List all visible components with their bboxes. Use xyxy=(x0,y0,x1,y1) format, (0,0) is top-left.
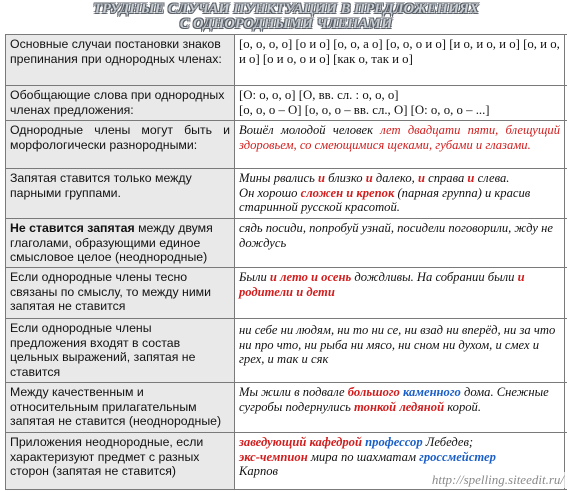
rule-cell: Если однородные члены предложения входят в состав цельных выражений, запятая не ставится xyxy=(5,319,235,382)
rule-cell: Основные случаи постановки знаков препинания при однородных членах: xyxy=(5,35,235,85)
highlight-text: профессор xyxy=(365,435,423,449)
example-text: Мины рвались xyxy=(239,171,318,185)
example-text: близко xyxy=(324,171,366,185)
highlight-text: и лето и осень xyxy=(269,270,352,284)
rule-bold-text: Не ставится запятая xyxy=(10,221,135,235)
example-text: далеко, xyxy=(372,171,418,185)
rule-cell: Запятая ставится только между парными группами. xyxy=(5,169,235,218)
example-text: Мы жили в подвале xyxy=(239,385,348,399)
example-cell: ни себе ни людям, ни то ни се, ни взад ни вперёд, ни за что ни про что, ни рыба ни мясо, ни сном ни духом, и смех и грех, и так и сяк xyxy=(235,319,565,382)
rule-text: между двумя глаголами, образующими единое смысловое целое (неоднородные) xyxy=(10,221,213,265)
rule-cell: Приложения неоднородные, если характеризуют предмет с разных сторон (запятая не ставится) xyxy=(5,433,235,489)
example-cell xyxy=(235,169,565,218)
table-title xyxy=(0,2,572,32)
table-row xyxy=(5,219,567,268)
highlight-text: каменного xyxy=(402,385,461,399)
highlight-text: и xyxy=(417,171,425,185)
example-text: корой. xyxy=(444,399,481,414)
highlight-text: заведующий кафедрой xyxy=(239,435,362,449)
example-cell xyxy=(235,268,565,318)
scheme-line-2: [о, о, о – О] [о, о, о – вв. сл., О] [О: о, о, о – ...] xyxy=(239,102,490,117)
highlight-text: и xyxy=(365,171,373,185)
table-row xyxy=(5,268,567,319)
highlight-text: большого xyxy=(347,385,400,399)
example-text: Вошёл молодой человек xyxy=(239,123,381,137)
example-text: слева. xyxy=(474,171,510,185)
title-line-1: ТРУДНЫЕ СЛУЧАИ ПУНКТУАЦИИ В ПРЕДЛОЖЕНИЯХ xyxy=(93,1,479,17)
highlight-text: гроссмейстер xyxy=(419,449,496,464)
table-row xyxy=(5,169,567,219)
watermark-url: http://spelling.siteedit.ru/ xyxy=(431,472,564,487)
highlight-text: лет двадцати пяти, блещущий здоровьем, со смеющимися щеками, губами и глазами. xyxy=(239,123,560,152)
example-text: Он хорошо xyxy=(239,185,301,200)
rule-cell: Обобщающие слова при однородных членах предложения: xyxy=(5,86,235,120)
example-cell xyxy=(235,121,565,168)
rule-cell xyxy=(5,219,235,267)
table-row xyxy=(5,319,567,383)
highlight-text: и xyxy=(467,171,475,185)
table-row xyxy=(5,86,567,121)
example-text: мира по шахматам xyxy=(307,449,420,464)
table-row xyxy=(5,34,567,86)
highlight-text: тонкой ледяной xyxy=(354,399,445,414)
example-text: дома. Снежные сугробы подернулись xyxy=(239,385,549,414)
title-line-2: С ОДНОРОДНЫМИ ЧЛЕНАМИ xyxy=(179,16,393,32)
example-text: Были xyxy=(239,270,270,284)
table-row xyxy=(5,383,567,433)
rule-cell: Однородные члены могут быть и морфологически разнородными: xyxy=(5,121,235,168)
example-text: Карпов xyxy=(239,464,279,479)
example-cell xyxy=(235,383,565,432)
example-cell: [о, о, о, о] [о и о] [о, о, а о] [о, о, о и о] [и о, и о, и о] [о, и о, и о] [о и о, о и о] [как о, так и о] xyxy=(235,35,565,85)
table-row xyxy=(5,121,567,169)
example-text: (парная группа) и красив старинной русской красотой. xyxy=(239,185,531,215)
rules-table xyxy=(5,34,567,490)
highlight-text: экс-чемпион xyxy=(239,449,308,464)
highlight-text: и родители и дети xyxy=(239,270,525,299)
example-cell xyxy=(235,86,565,120)
highlight-text: и xyxy=(317,171,325,185)
highlight-text: сложен и крепок xyxy=(300,185,395,200)
example-text: дождливы. На собрании были xyxy=(351,270,518,284)
example-cell: сядь посиди, попробуй узнай, посидели поговорили, жду не дождусь xyxy=(235,219,565,267)
rule-cell: Между качественным и относительным прилагательным запятая не ставится (неоднородные) xyxy=(5,383,235,432)
scheme-line-1: [О: о, о, о] [О, вв. сл. : о, о, о] xyxy=(239,88,399,102)
rule-cell: Если однородные члены тесно связаны по смыслу, то между ними запятая не ставится xyxy=(5,268,235,318)
example-text: справа xyxy=(424,171,468,185)
example-text: Лебедев; xyxy=(422,435,474,449)
